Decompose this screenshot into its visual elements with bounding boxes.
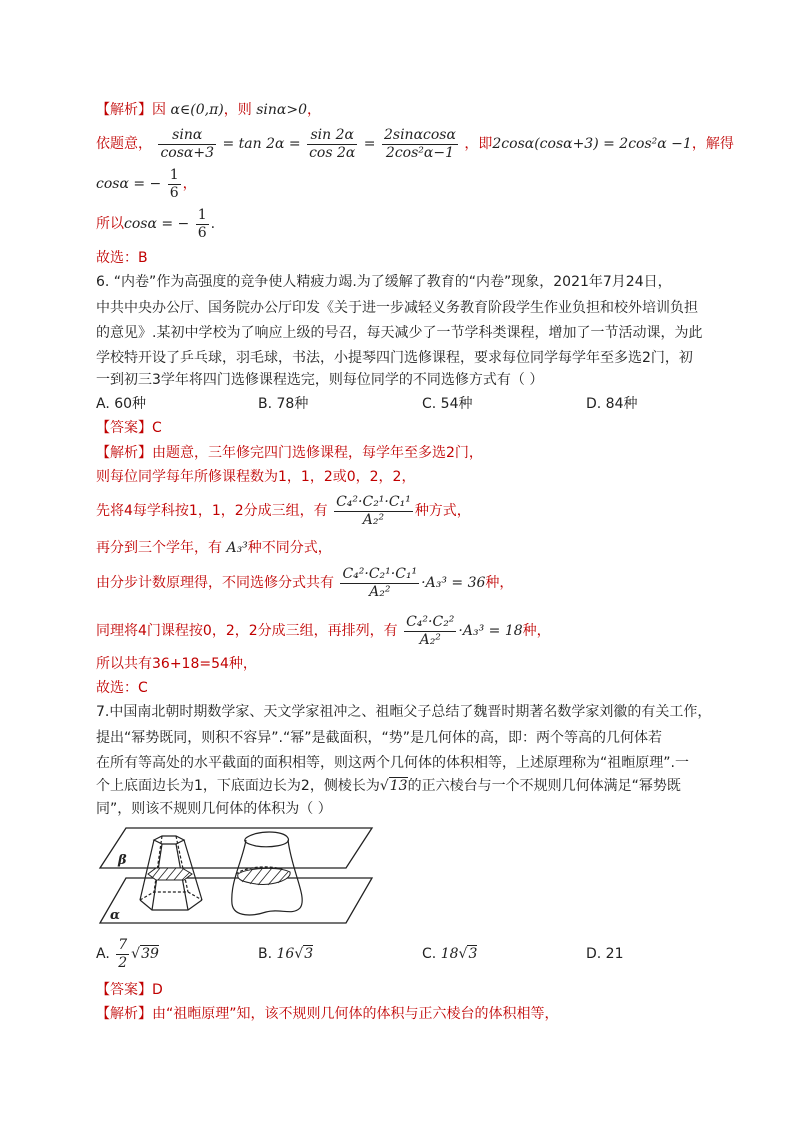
fraction: $\frac{1}{6}$: [169, 166, 179, 201]
analysis-label: 【解析】: [96, 102, 152, 118]
irregular-cross-section: [238, 868, 290, 885]
q6-analysis-5: 由分步计数原理得，不同选修分式共有 $\frac{\text{C₄²·C₂¹·C₁¹}}{\text{A₂²}}$ ·A₃³ = 36种，: [96, 565, 514, 600]
q6-analysis-2: 则每位同学每年所修课程数为1，1，2或0，2，2，: [96, 469, 416, 485]
q7-stem-1: 7.中国南北朝时期数学家、天文学家祖冲之、祖暅父子总结了魏晋时期著名数学家刘徽的有关工作，: [96, 704, 712, 720]
q7-stem-2: 提出“幂势既同，则积不容异”.“幂”是截面积，“势”是几何体的高，即：两个等高的几何体若: [96, 730, 662, 746]
q6-stem-1: 6. “内卷”作为高强度的竞争使人精疲力竭.为了缓解了教育的“内卷”现象，2021年7月24日，: [96, 274, 672, 290]
q7-option-b: B. 16√3: [258, 946, 314, 962]
q5-analysis-line2: 依题意， $\frac{\sin\alpha}{\cos\alpha+3}$ = tan 2α = $\frac{\sin 2\alpha}{\cos 2\alpha}$ = $\frac{2\sin\alpha\cos\alpha}{\text{2cos²α−1}}$ ，即2cosα(cosα+3) = 2cos²α −1，解得: [96, 126, 734, 161]
q6-stem-4: 学校特开设了乒乓球，羽毛球，书法，小提琴四门选修课程，要求每位同学每学年至多选2门，初: [96, 350, 693, 366]
fraction: $\frac{\text{C₄²·C₂²}}{\text{A₂²}}$: [406, 613, 455, 648]
q6-analysis-1: 【解析】由题意，三年修完四门选修课程，每学年至多选2门，: [96, 445, 483, 461]
q6-option-c: C. 54种: [422, 396, 473, 412]
q7-stem-3: 在所有等高处的水平截面的面积相等，则这两个几何体的体积相等，上述原理称为“祖暅原理”.一: [96, 755, 689, 771]
analysis-label: 【解析】: [96, 1006, 152, 1022]
q5-analysis-line4: 所以cosα = − $\frac{1}{6}$ .: [96, 206, 216, 241]
q6-analysis-6: 同理将4门课程按0，2，2分成三组，再排列，有 $\frac{\text{C₄²·C₂²}}{\text{A₂²}}$ ·A₃³ = 18种，: [96, 613, 551, 648]
q6-option-d: D. 84种: [586, 396, 638, 412]
q5-choose: 故选：B: [96, 250, 148, 266]
q7-options: [96, 934, 696, 974]
answer-label: 【答案】: [96, 420, 152, 436]
q6-options: [96, 394, 696, 414]
answer-label: 【答案】: [96, 982, 152, 998]
q7-answer: 【答案】D: [96, 982, 163, 998]
q7-analysis-1: 【解析】由“祖暅原理”知，该不规则几何体的体积与正六棱台的体积相等，: [96, 1006, 559, 1022]
q6-stem-5: 一到初三3学年将四门选修课程选完，则每位同学的不同选修方式有（ ）: [96, 372, 544, 388]
fraction: $\frac{2\sin\alpha\cos\alpha}{\text{2cos²α−1}}$: [383, 126, 456, 161]
fraction: $\frac{\text{C₄²·C₂¹·C₁¹}}{\text{A₂²}}$: [336, 493, 411, 528]
q6-stem-3: 的意见》.某初中学校为了响应上级的号召，每天减少了一节学科类课程，增加了一节活动课，为此: [96, 325, 703, 341]
q6-option-a: A. 60种: [96, 396, 147, 412]
q6-option-b: B. 78种: [258, 396, 309, 412]
fraction: $\frac{\sin\alpha}{\cos\alpha+3}$: [160, 126, 214, 161]
q6-answer: 【答案】C: [96, 420, 162, 436]
frustum-cross-section: [148, 868, 192, 880]
q6-stem-2: 中共中央办公厅、国务院办公厅印发《关于进一步减轻义务教育阶段学生作业负担和校外培训负担: [96, 300, 698, 316]
q7-option-d: D. 21: [586, 946, 624, 962]
q6-analysis-3: 先将4每学科按1，1，2分成三组，有 $\frac{\text{C₄²·C₂¹·C₁¹}}{\text{A₂²}}$ 种方式，: [96, 493, 471, 528]
fraction: $\frac{\text{C₄²·C₂¹·C₁¹}}{\text{A₂²}}$: [342, 565, 418, 600]
plane-beta: [100, 828, 372, 868]
q6-analysis-7: 所以共有36+18=54种，: [96, 656, 257, 672]
beta-label: β: [118, 853, 127, 868]
q5-analysis-line1: 【解析】因 α∈(0,π)，则 sinα>0，: [96, 102, 321, 118]
fraction: $\frac{1}{6}$: [197, 206, 207, 241]
zu-geng-principle-figure: [96, 822, 378, 928]
q7-option-c: C. 18√3: [422, 946, 478, 962]
fraction: $\frac{\sin 2\alpha}{\cos 2\alpha}$: [309, 126, 356, 161]
q5-analysis-line3: cosα = − $\frac{1}{6}$ ，: [96, 166, 197, 201]
analysis-label: 【解析】: [96, 445, 152, 461]
q7-stem-4: 个上底面边长为1，下底面边长为2，侧棱长为√13的正六棱台与一个不规则几何体满足“幂势既: [96, 778, 681, 794]
q7-stem-5: 同”，则该不规则几何体的体积为（ ）: [96, 801, 332, 817]
q6-choose: 故选：C: [96, 680, 148, 696]
q7-option-a: A. $\frac{7}{2}$ √39: [96, 936, 159, 971]
alpha-label: α: [110, 908, 121, 923]
q6-analysis-4: 再分到三个学年，有 A₃³种不同分式，: [96, 540, 332, 556]
